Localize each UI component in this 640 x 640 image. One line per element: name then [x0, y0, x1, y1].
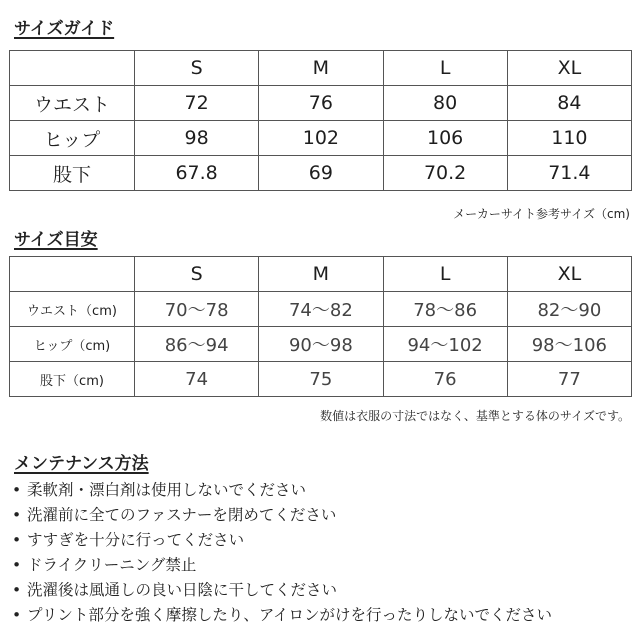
table-cell: 102	[259, 121, 383, 156]
size-guide-table	[9, 50, 632, 191]
list-item	[12, 603, 552, 628]
row-label: ヒップ	[10, 121, 135, 156]
list-item-text: 洗濯後は風通しの良い日陰に干してください	[27, 581, 338, 599]
table-cell: 69	[259, 156, 383, 191]
table-cell: 74	[135, 362, 259, 397]
list-item	[12, 478, 552, 503]
row-label: ウエスト	[10, 86, 135, 121]
bullet-icon: •	[12, 481, 22, 499]
table-cell: 98	[135, 121, 259, 156]
header-cell-l: L	[383, 51, 507, 86]
size-reference-table	[9, 256, 632, 397]
table-cell: 76	[259, 86, 383, 121]
row-label: ウエスト（cm)	[10, 292, 135, 327]
table-cell: 71.4	[507, 156, 631, 191]
table-cell: 84	[507, 86, 631, 121]
header-cell-corner	[10, 257, 135, 292]
size-guide-title: サイズガイド	[14, 19, 115, 39]
table-cell: 106	[383, 121, 507, 156]
table-row-waist	[10, 292, 632, 327]
list-item	[12, 553, 552, 578]
table-cell: 72	[135, 86, 259, 121]
header-cell-m: M	[259, 51, 383, 86]
table-cell: 67.8	[135, 156, 259, 191]
table-cell: 77	[507, 362, 631, 397]
table-cell: 110	[507, 121, 631, 156]
list-item-text: プリント部分を強く摩擦したり、アイロンがけを行ったりしないでください	[27, 606, 552, 624]
header-cell-m: M	[259, 257, 383, 292]
size-reference-note: 数値は衣服の寸法ではなく、基準とする体のサイズです。	[320, 409, 630, 423]
table-cell: 74～82	[259, 292, 383, 327]
table-cell: 78～86	[383, 292, 507, 327]
list-item-text: ドライクリーニング禁止	[27, 556, 197, 574]
row-label: 股下（cm)	[10, 362, 135, 397]
header-cell-s: S	[135, 51, 259, 86]
table-header-row	[10, 257, 632, 292]
table-cell: 90～98	[259, 327, 383, 362]
table-row-inseam	[10, 156, 632, 191]
list-item	[12, 528, 552, 553]
row-label: 股下	[10, 156, 135, 191]
table-cell: 70～78	[135, 292, 259, 327]
list-item	[12, 503, 552, 528]
table-row-waist	[10, 86, 632, 121]
header-cell-xl: XL	[507, 257, 631, 292]
header-cell-s: S	[135, 257, 259, 292]
maintenance-list	[12, 478, 552, 628]
table-row-inseam	[10, 362, 632, 397]
list-item	[12, 578, 552, 603]
table-row-hip	[10, 327, 632, 362]
bullet-icon: •	[12, 556, 22, 574]
table-cell: 98～106	[507, 327, 631, 362]
size-reference-title: サイズ目安	[14, 230, 98, 250]
bullet-icon: •	[12, 531, 22, 549]
table-cell: 75	[259, 362, 383, 397]
row-label: ヒップ（cm)	[10, 327, 135, 362]
table-row-hip	[10, 121, 632, 156]
table-cell: 86～94	[135, 327, 259, 362]
header-cell-corner	[10, 51, 135, 86]
table-cell: 80	[383, 86, 507, 121]
header-cell-l: L	[383, 257, 507, 292]
table-cell: 76	[383, 362, 507, 397]
bullet-icon: •	[12, 506, 22, 524]
bullet-icon: •	[12, 581, 22, 599]
maintenance-title: メンテナンス方法	[14, 454, 149, 474]
list-item-text: 柔軟剤・漂白剤は使用しないでください	[27, 481, 307, 499]
list-item-text: 洗濯前に全てのファスナーを閉めてください	[27, 506, 337, 524]
table-cell: 94～102	[383, 327, 507, 362]
header-cell-xl: XL	[507, 51, 631, 86]
size-guide-note: メーカーサイト参考サイズ（cm)	[453, 207, 630, 221]
table-cell: 82～90	[507, 292, 631, 327]
table-cell: 70.2	[383, 156, 507, 191]
bullet-icon: •	[12, 606, 22, 624]
table-header-row	[10, 51, 632, 86]
list-item-text: すすぎを十分に行ってください	[27, 531, 245, 549]
